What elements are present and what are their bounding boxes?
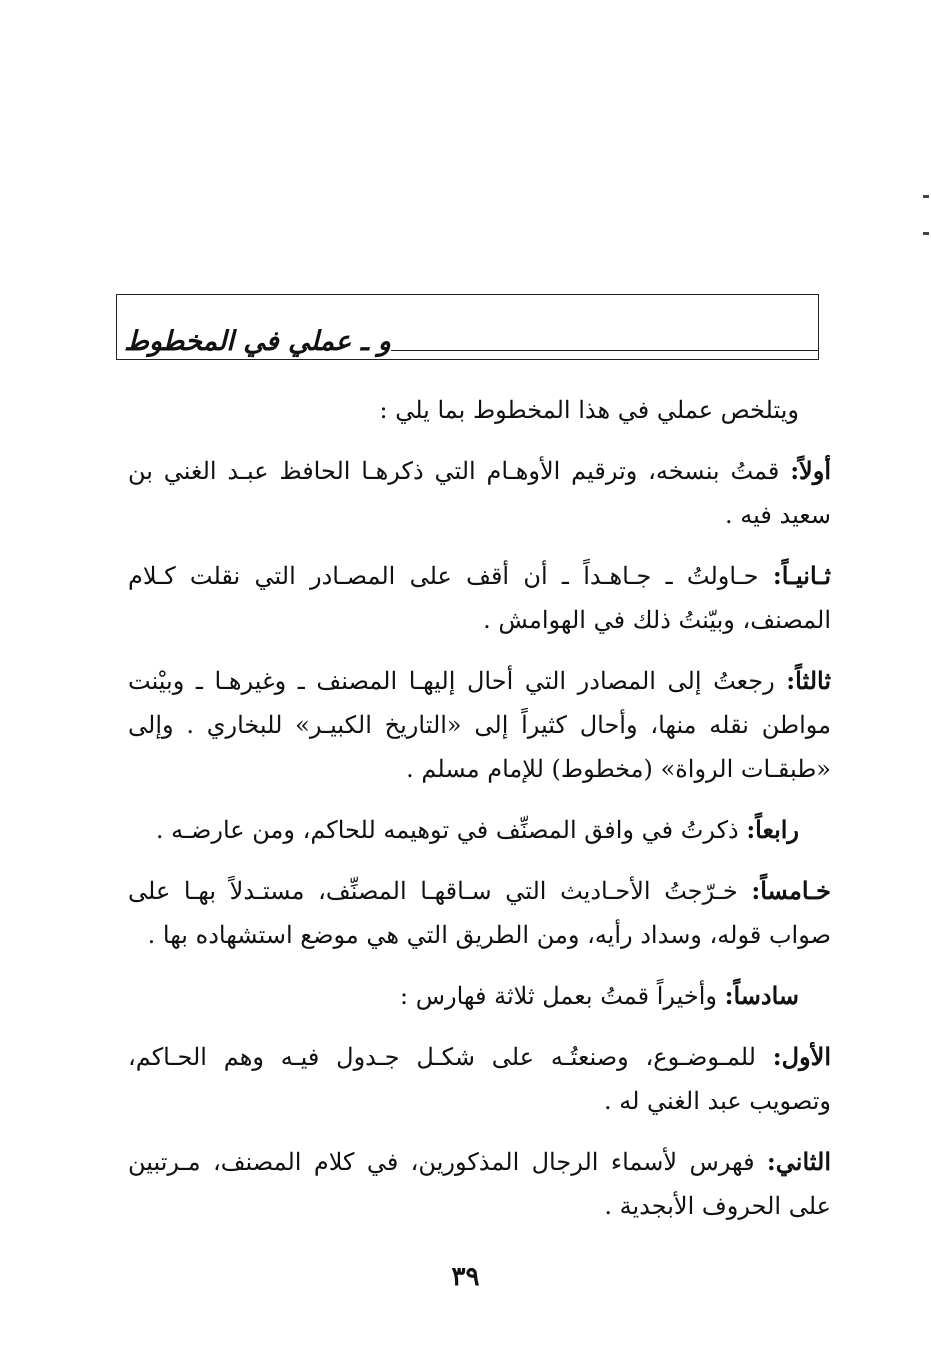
scan-mark	[923, 195, 929, 198]
item-text: قمتُ بنسخه، وترقيم الأوهـام التي ذكرهـا الحافظ عبـد الغني بن سعيد فيه .	[128, 457, 831, 529]
item-text: وأخيراً قمتُ بعمل ثلاثة فهارس :	[400, 982, 725, 1010]
paragraph-item	[128, 554, 831, 642]
item-lead: سادساً:	[724, 981, 799, 1010]
item-lead: خـامساً:	[751, 876, 831, 905]
item-lead: الأول:	[772, 1042, 831, 1071]
scan-mark	[923, 232, 929, 235]
paragraph-item	[128, 1035, 831, 1123]
item-lead: ثـانيـاً:	[772, 561, 831, 590]
item-text: رجعتُ إلى المصادر التي أحال إليهـا المصنف ـ وغيرهـا ـ وبيْنت مواطن نقله منها، وأحال كثيراً إلى «التاريخ الكبيـر» للبخاري . وإلى «طبقـات الرواة» (مخطوط) للإمام مسلم .	[128, 667, 831, 783]
paragraph-item	[128, 449, 831, 537]
item-text: حـاولتُ ـ جـاهـداً ـ أن أقف على المصـادر التي نقلت كـلام المصنف، وبيّنتُ ذلك في الهوامش .	[128, 562, 831, 634]
item-text: ذكرتُ في وافق المصنِّف في توهيمه للحاكم، ومن عارضـه .	[155, 816, 747, 844]
item-lead: الثاني:	[766, 1147, 831, 1176]
item-lead: أولاً:	[790, 456, 831, 485]
section-heading	[116, 326, 819, 357]
item-text: فهرس لأسماء الرجال المذكورين، في كلام المصنف، مـرتبين على الحروف الأبجدية .	[128, 1148, 831, 1220]
body-text	[128, 388, 831, 1245]
paragraph-item	[128, 808, 831, 852]
page-number: ٣٩	[451, 1262, 480, 1292]
intro-paragraph: ويتلخص عملي في هذا المخطوط بما يلي :	[379, 396, 799, 424]
section-title: و ـ عملي في المخطوط	[124, 326, 391, 357]
paragraph-item	[128, 1140, 831, 1228]
paragraph-item	[128, 869, 831, 957]
paragraph-item	[128, 659, 831, 791]
item-text: خـرّجتُ الأحـاديث التي سـاقهـا المصنِّف، مستـدلاً بهـا على صواب قوله، وسداد رأيه، ومن الطريق التي هي موضع استشهاده بها .	[128, 877, 831, 949]
item-lead: رابعاً:	[746, 815, 799, 844]
item-lead: ثالثاً:	[786, 666, 831, 695]
item-text: للمـوضـوع، وصنعتُـه على شكـل جـدول فيـه وهم الحـاكم، وتصويب عبد الغني له .	[128, 1043, 831, 1115]
paragraph-item	[128, 974, 831, 1018]
heading-rule	[391, 350, 819, 351]
